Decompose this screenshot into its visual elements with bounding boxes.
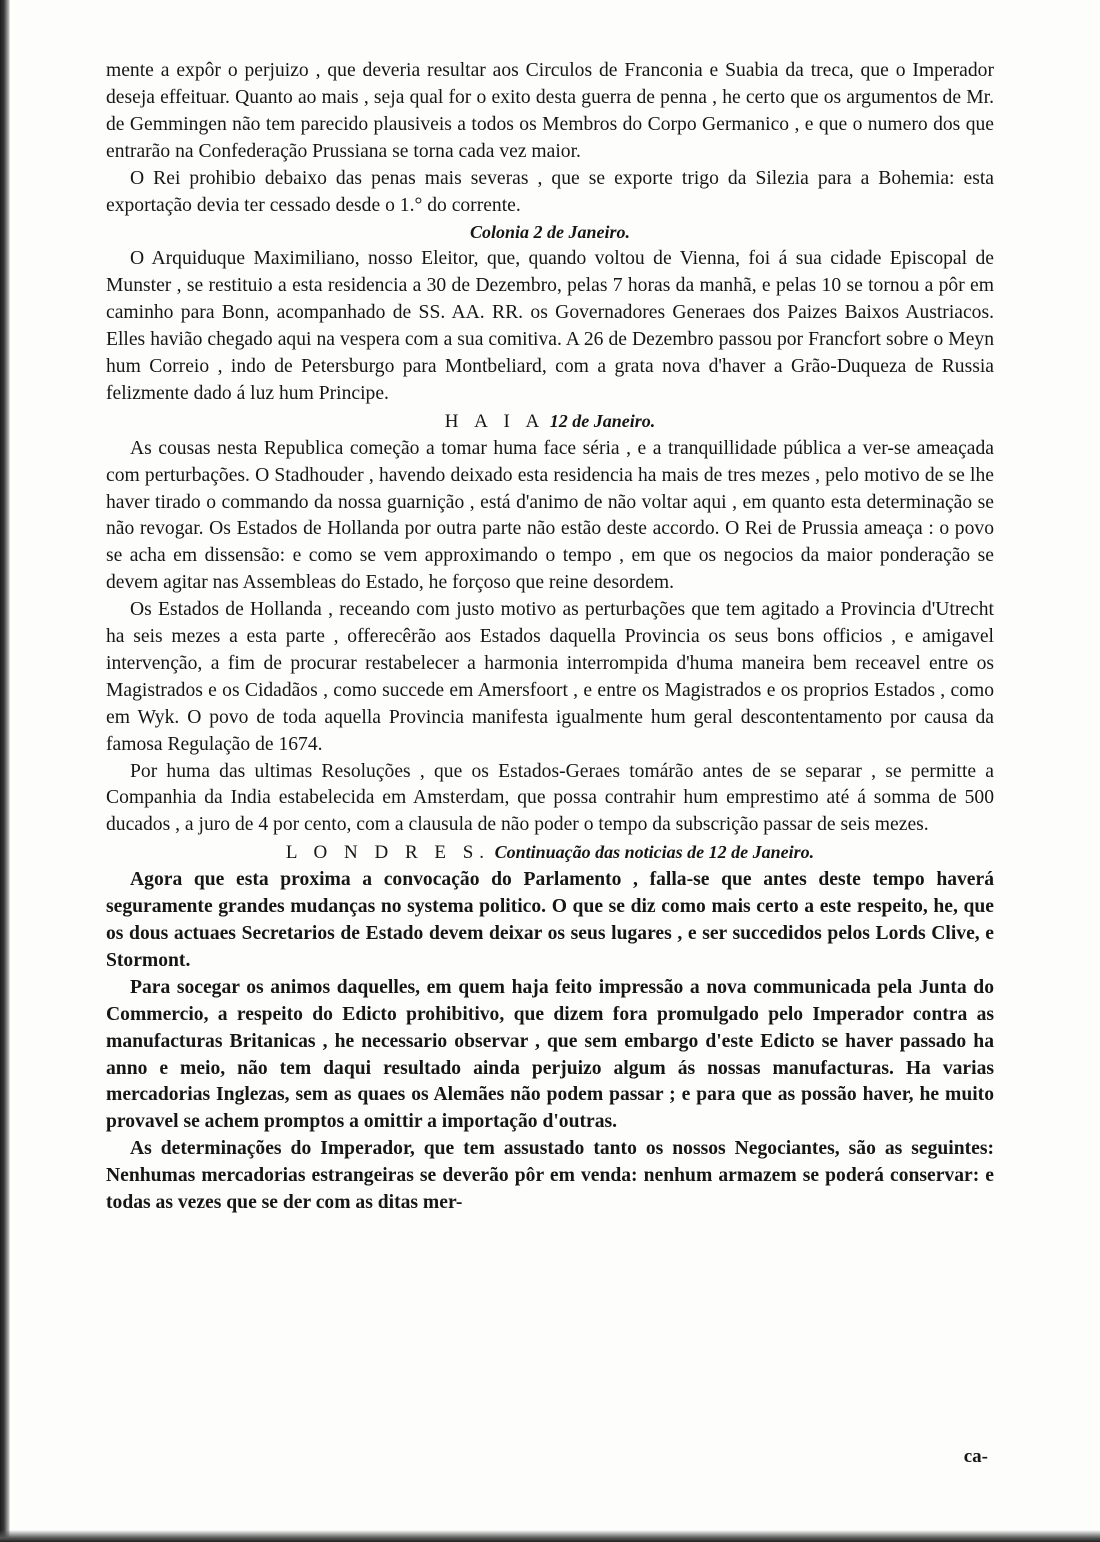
- paragraph-4: As cousas nesta Republica começão a tomar huma face séria , e a tranquillidade pública a ver-se ameaçada com perturbações. O Stadhouder , havendo deixado esta residencia ha mais de tres mezes , pelo motivo de se lhe haver tirado o commando da nossa guarnição , está d'animo de não voltar aqui , em quanto esta determinação se não revogar. Os Estados de Hollanda por outra parte não estão deste accordo. O Rei de Prussia ameaça : o povo se acha em dissensão: e como se vem approximando o tempo , em que os negocios da maior ponderação se devem agitar nas Assembleas do Estado, he forçoso que reine desordem.: [106, 437, 994, 594]
- paragraph-2: O Rei prohibio debaixo das penas mais severas , que se exporte trigo da Silezia para a Bohemia: esta exportação devia ter cessado desde o 1.° do corrente.: [106, 167, 994, 216]
- document-body: [106, 58, 994, 1217]
- page-binding-shadow: [0, 0, 10, 1542]
- dateline-londres-city: L O N D R E S.: [285, 842, 491, 864]
- paragraph-9: As determinações do Imperador, que tem assustado tanto os nossos Negociantes, são as seguintes: Nenhumas mercadorias estrangeiras se deverão pôr em venda: nenhum armazem se poderá conservar: e todas as vezes que se der com as ditas mer-: [106, 1138, 994, 1214]
- paragraph-8: Para socegar os animos daquelles, em quem haja feito impressão a nova communicada pela Junta do Commercio, a respeito do Edicto prohibitivo, que dizem fora promulgado pelo Imperador contra as manufacturas Britanicas , he necessario observar , que sem embargo d'este Edicto se haver passado ha anno e meio, não tem daqui resultado ainda perjuizo algum ás nossas manufacturas. Ha varias mercadorias Inglezas, sem as quaes os Alemães não podem passar ; e para que as possão haver, he muito provavel se achem promptos a omittir a importação d'outras.: [106, 976, 994, 1133]
- paragraph-7: Agora que esta proxima a convocação do Parlamento , falla-se que antes deste tempo haverá seguramente grandes mudanças no systema politico. O que se diz como mais certo a este respeito, he, que os dous actuaes Secretarios de Estado devem deixar os seus lugares , e ser succedidos pelos Lords Clive, e Stormont.: [106, 869, 994, 971]
- dateline-colonia: Colonia 2 de Janeiro.: [469, 222, 630, 243]
- dateline-haia-city: H A I A: [444, 410, 546, 432]
- dateline-haia: [106, 408, 994, 436]
- paragraph-6: Por huma das ultimas Resoluções , que os Estados-Geraes tomárão antes de se separar , se permitte a Companhia da India estabelecida em Amsterdam, que possa contrahir hum emprestimo até á somma de 500 ducados , a juro de 4 por cento, com a clausula de não poder o tempo da subscrição passar de seis mezes.: [106, 760, 994, 836]
- dateline-haia-date: 12 de Janeiro.: [549, 410, 656, 431]
- paragraph-1: mente a expôr o perjuizo , que deveria resultar aos Circulos de Franconia e Suabia da treca, que o Imperador deseja effeituar. Quanto ao mais , seja qual for o exito desta guerra de penna , he certo que os argumentos de Mr. de Gemmingen não tem parecido plausiveis a todos os Membros do Corpo Germanico , e que o numero dos que entrarão na Confederação Prussiana se torna cada vez maior.: [106, 60, 994, 162]
- paragraph-3: O Arquiduque Maximiliano, nosso Eleitor, que, quando voltou de Vienna, foi á sua cidade Episcopal de Munster , se restituio a esta residencia a 30 de Dezembro, pelas 7 horas da manhã, e pelas 10 se tornou a pôr em caminho para Bonn, acompanhado de SS. AA. RR. os Governadores Generaes dos Paizes Baixos Austriacos. Elles havião chegado aqui na vespera com a sua comitiva. A 26 de Dezembro passou por Francfort sobre o Meyn hum Correio , indo de Petersburgo para Montbeliard, com a grata nova d'haver a Grão-Duqueza de Russia felizmente dado á luz hum Principe.: [106, 248, 994, 404]
- paragraph-5: Os Estados de Hollanda , receando com justo motivo as perturbações que tem agitado a Provincia d'Utrecht ha seis mezes a esta parte , offerecêrão aos Estados daquella Provincia os seus bons officios , e amigavel intervenção, a fim de procurar restabelecer a harmonia interrompida d'huma maneira bem receavel entre os Magistrados e os Cidadãos , como succede em Amersfoort , e entre os Magistrados e os proprios Estados , como em Wyk. O povo de toda aquella Provincia manifesta igualmente hum geral descontentamento por causa da famosa Regulação de 1674.: [106, 599, 994, 755]
- dateline-londres-rest: Continuação das noticias de 12 de Janeiro.: [494, 842, 815, 863]
- dateline-londres: [106, 839, 994, 867]
- page-bottom-shadow: [0, 1530, 1100, 1542]
- catchword: ca-: [963, 1446, 988, 1467]
